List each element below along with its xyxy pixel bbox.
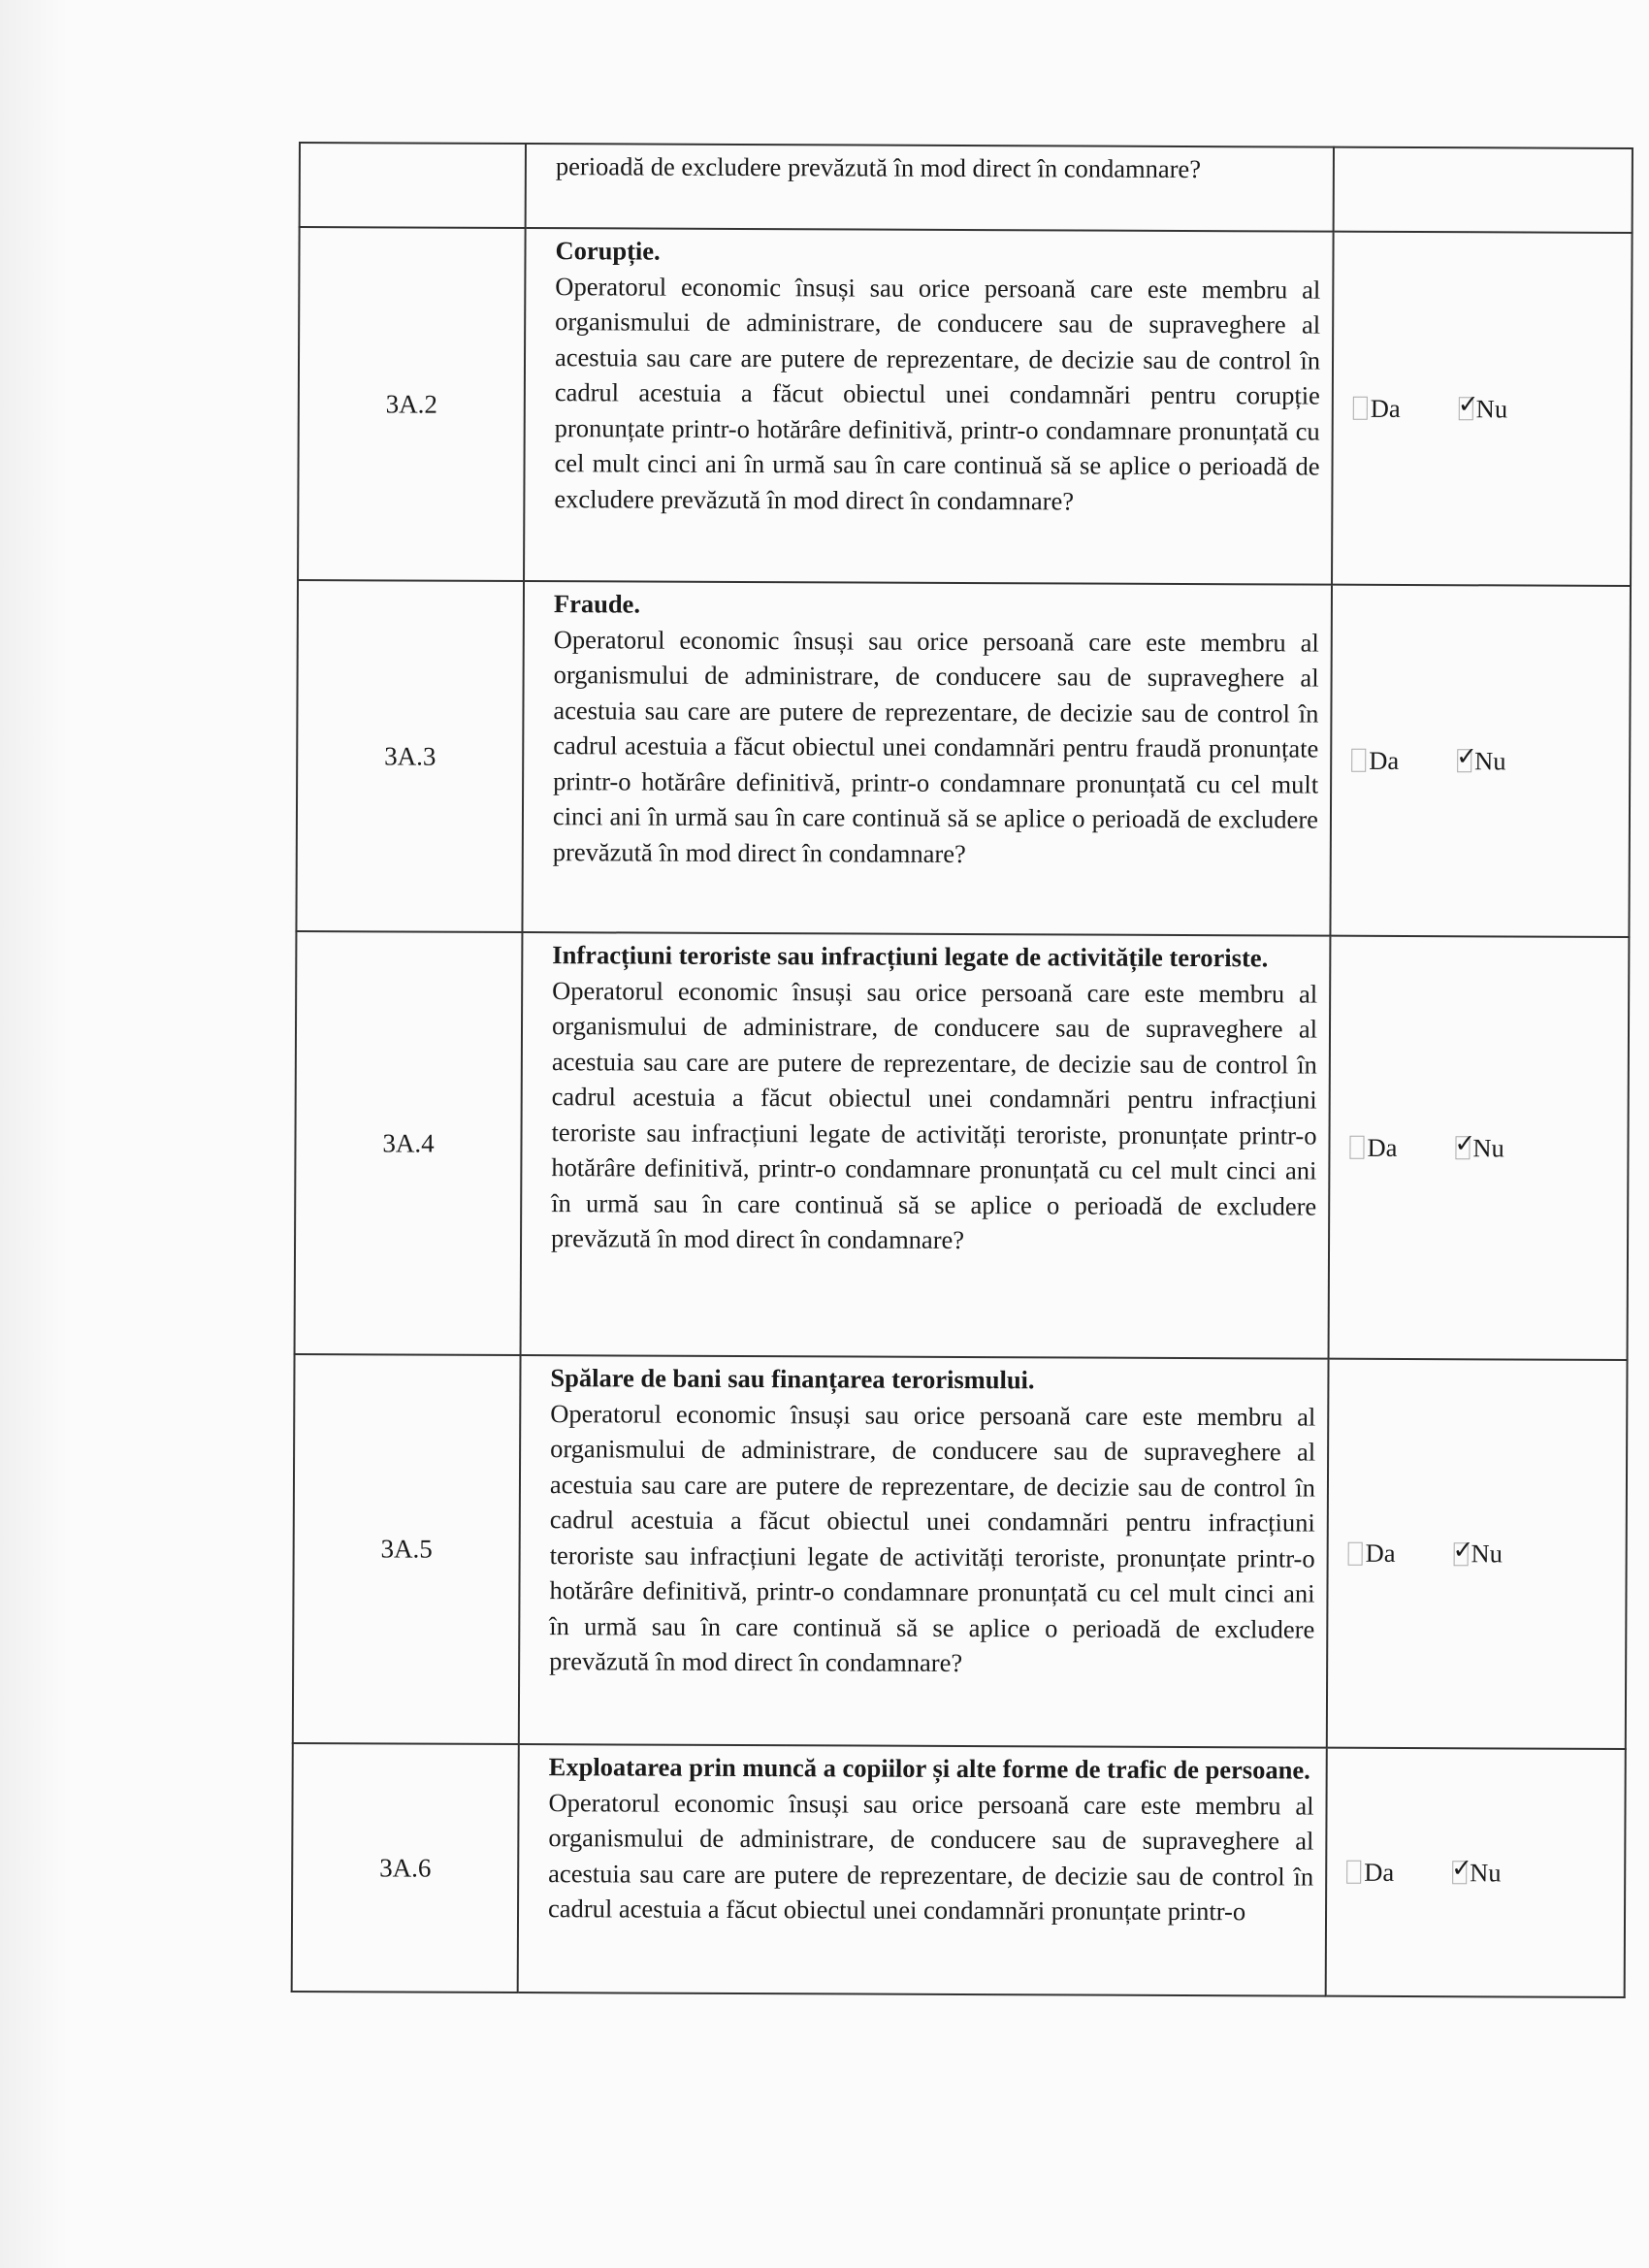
option-da[interactable]: [1349, 1132, 1397, 1162]
option-nu[interactable]: [1451, 1854, 1502, 1888]
option-nu[interactable]: [1454, 1129, 1504, 1163]
check-icon: ✓: [1454, 1129, 1476, 1158]
option-nu[interactable]: [1452, 1535, 1504, 1569]
option-da[interactable]: [1353, 393, 1401, 423]
table-row: [298, 227, 1633, 586]
label-da: Da: [1365, 1538, 1396, 1568]
question-cell: [524, 228, 1334, 585]
checkbox-nu[interactable]: [1454, 1129, 1476, 1159]
question-text: Operatorul economic însuși sau orice persoană care este membru al organismului de administrare, de conducere sau de supraveghere al acestuia sau care are putere de reprezentare, de decizie sau de control în cadrul acestuia a făcut obiectul unei condamnări pronunțate printr-o: [547, 1787, 1314, 1927]
option-da[interactable]: [1351, 745, 1399, 775]
option-da[interactable]: [1346, 1857, 1394, 1887]
question-title: Exploatarea prin muncă a copiilor și alte forme de trafic de persoane.: [548, 1752, 1310, 1785]
row-code: 3A.3: [296, 580, 524, 932]
checkbox-da[interactable]: [1353, 397, 1368, 420]
check-icon: ✓: [1456, 742, 1478, 771]
checkbox-nu[interactable]: [1456, 742, 1478, 772]
table-row: [296, 580, 1631, 937]
checkbox-da[interactable]: [1348, 1541, 1363, 1565]
question-text: Operatorul economic însuși sau orice persoană care este membru al organismului de administrare, de conducere sau de supraveghere al acestuia sau care are putere de reprezentare, de decizie sau de control în cadrul acestuia a făcut obiectul unei condamnări pentru infracțiuni teroriste sau infracțiuni legate de activități teroriste, pronunțate printr-o hotărâre definitivă, printr-o condamnare pronunțată cu cel mult cinci ani în urmă sau în care continuă să se aplice o perioadă de excludere prevăzută în mod direct în condamnare?: [549, 1398, 1316, 1678]
row-code: 3A.2: [298, 227, 526, 581]
check-icon: ✓: [1451, 1854, 1473, 1883]
checkbox-nu[interactable]: [1457, 390, 1479, 420]
question-text: Operatorul economic însuși sau orice persoană care este membru al organismului de administrare, de conducere sau de supraveghere al acestuia sau care are putere de reprezentare, de decizie sau de control în cadrul acestuia a făcut obiectul unei condamnări pentru corupție pronunțate printr-o hotărâre definitivă, printr-o condamnare pronunțată cu cel mult cinci ani în urmă sau în care continuă să se aplice o perioadă de excludere prevăzută în mod direct în condamnare?: [554, 271, 1321, 515]
row-code: 3A.4: [295, 931, 523, 1355]
answer-cell: [1329, 936, 1630, 1360]
option-da[interactable]: [1348, 1539, 1396, 1569]
question-title: Fraude.: [553, 589, 641, 619]
question-title: Corupție.: [555, 236, 661, 266]
question-text: Operatorul economic însuși sau orice persoană care este membru al organismului de administrare, de conducere sau de supraveghere al acestuia sau care are putere de reprezentare, de decizie sau de control în cadrul acestuia a făcut obiectul unei condamnări pentru fraudă pronunțate printr-o hotărâre definitivă, printr-o condamnare pronunțată cu cel mult cinci ani în urmă sau în care continuă să se aplice o perioadă de excludere prevăzută în mod direct în condamnare?: [552, 624, 1319, 868]
label-nu: Nu: [1472, 1132, 1504, 1162]
question-cell: [519, 1355, 1329, 1748]
question-cell: [526, 144, 1334, 232]
answer-cell: [1334, 147, 1633, 233]
question-text: Operatorul economic însuși sau orice persoană care este membru al organismului de administrare, de conducere sau de supraveghere al acestuia sau care are putere de reprezentare, de decizie sau de control în cadrul acestuia a făcut obiectul unei condamnări pentru infracțiuni teroriste sau infracțiuni legate de activități teroriste, pronunțate printr-o hotărâre definitivă, printr-o condamnare pronunțată cu cel mult cinci ani în urmă sau în care continuă să se aplice o perioadă de excludere prevăzută în mod direct în condamnare?: [551, 975, 1318, 1255]
label-da: Da: [1370, 393, 1401, 423]
question-cell: [518, 1744, 1327, 1996]
check-icon: ✓: [1452, 1535, 1474, 1564]
check-icon: ✓: [1457, 390, 1479, 419]
table-row: [295, 931, 1630, 1360]
answer-cell: [1327, 1359, 1628, 1749]
question-text: perioadă de excludere prevăzută în mod direct în condamnare?: [555, 151, 1202, 184]
checkbox-da[interactable]: [1346, 1861, 1361, 1884]
table-row: [300, 143, 1633, 233]
label-nu: Nu: [1471, 1539, 1504, 1569]
question-title: Spălare de bani sau finanțarea terorismului.: [550, 1363, 1035, 1395]
option-nu[interactable]: [1456, 742, 1506, 776]
label-da: Da: [1367, 1132, 1398, 1162]
question-cell: [522, 581, 1332, 936]
row-code: 3A.6: [292, 1743, 519, 1993]
checkbox-da[interactable]: [1351, 749, 1366, 772]
checkbox-nu[interactable]: [1452, 1535, 1474, 1566]
label-nu: Nu: [1470, 1857, 1502, 1887]
label-da: Da: [1364, 1857, 1395, 1887]
answer-cell: [1330, 585, 1631, 937]
option-nu[interactable]: [1457, 390, 1508, 424]
row-code: [300, 143, 526, 228]
checkbox-da[interactable]: [1349, 1136, 1364, 1159]
table-row: [292, 1743, 1626, 1997]
table-row: [293, 1354, 1628, 1749]
question-title: Infracțiuni teroriste sau infracțiuni legate de activitățile teroriste.: [552, 940, 1269, 973]
answer-cell: [1332, 232, 1633, 586]
question-cell: [521, 932, 1331, 1359]
scan-edge-shadow: [0, 0, 68, 2268]
checkbox-nu[interactable]: [1451, 1854, 1473, 1884]
answer-cell: [1326, 1748, 1626, 1997]
label-nu: Nu: [1474, 745, 1506, 775]
row-code: 3A.5: [293, 1354, 521, 1744]
label-da: Da: [1369, 745, 1400, 775]
label-nu: Nu: [1475, 393, 1508, 423]
exclusion-criteria-table: [291, 142, 1633, 1998]
